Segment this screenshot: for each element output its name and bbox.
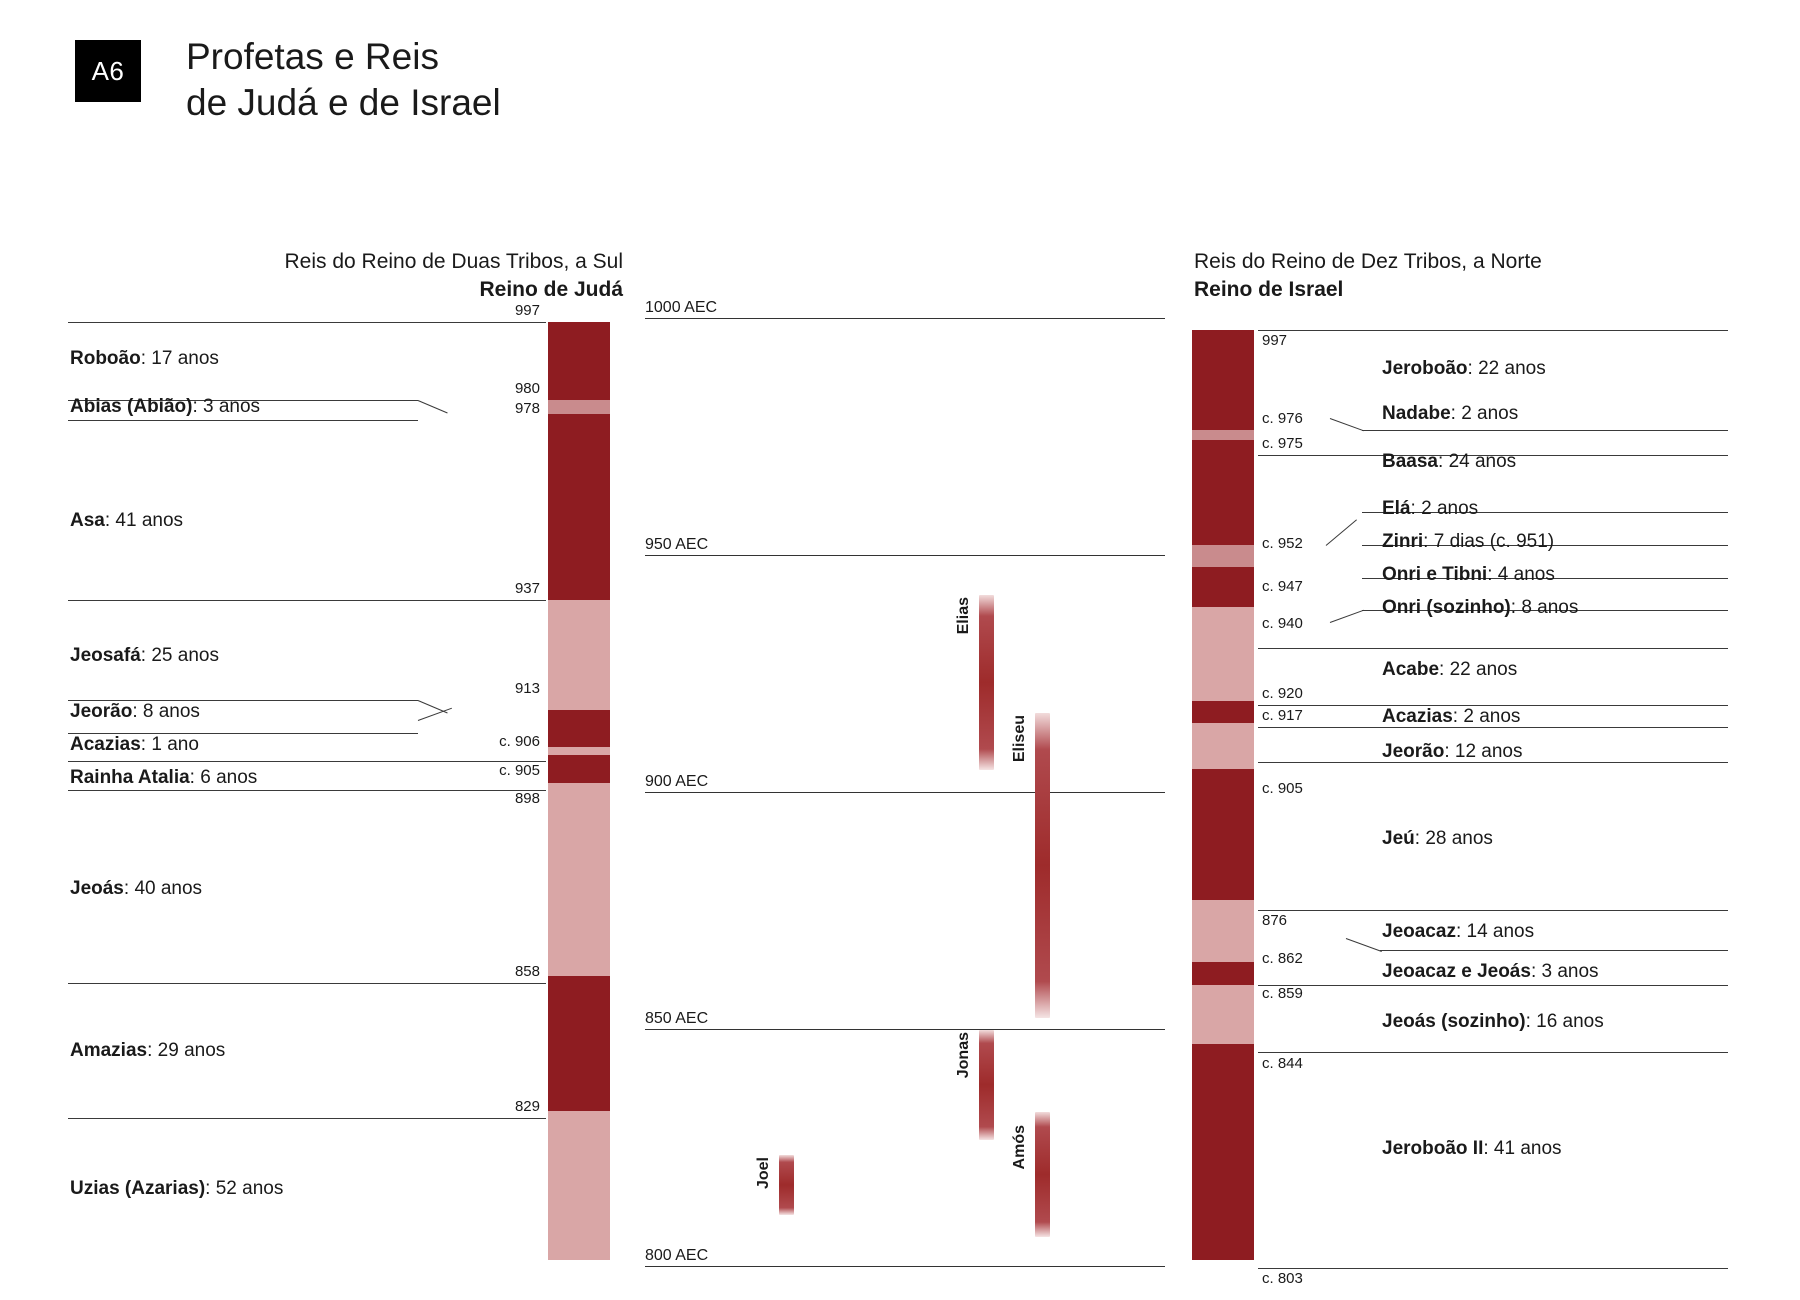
judah-king-roboao: Roboão: 17 anos	[70, 348, 219, 369]
israel-king-acabe-name: Acabe	[1382, 659, 1440, 680]
judah-king-acazias-reign: 1 ano	[151, 734, 199, 755]
israel-king-jeroboao-reign: 22 anos	[1478, 358, 1546, 379]
judah-king-atalia-reign: 6 anos	[200, 767, 258, 788]
scale-label-1000: 1000 AEC	[645, 299, 718, 316]
scale-line-850	[645, 1029, 1165, 1030]
prophet-bar-amos	[1035, 1112, 1050, 1237]
judah-king-roboao-name: Roboão	[70, 348, 141, 369]
israel-year-917: c. 917	[1262, 707, 1303, 724]
israel-king-onri-tibni-reign: 4 anos	[1497, 564, 1555, 585]
judah-king-asa-reign: 41 anos	[115, 510, 184, 531]
israel-rule-997	[1258, 330, 1728, 331]
israel-king-baasa-reign: 24 anos	[1448, 451, 1517, 472]
prophet-bar-jonas	[979, 1030, 994, 1140]
judah-segment-amazias	[548, 976, 610, 1111]
israel-king-nadabe-name: Nadabe	[1382, 403, 1451, 424]
judah-year-906: c. 906	[499, 733, 540, 750]
judah-king-abias: Abias (Abião): 3 anos	[70, 396, 261, 417]
page-header	[75, 36, 501, 127]
israel-rule-acabe	[1258, 648, 1728, 649]
israel-king-onri-tibni-name: Onri e Tibni	[1382, 564, 1488, 585]
north-column-heading	[1194, 250, 1754, 302]
israel-king-acabe: Acabe: 22 anos	[1382, 659, 1518, 680]
israel-king-onri: Onri (sozinho): 8 anos	[1382, 597, 1579, 618]
israel-segment-jeroboao	[1192, 330, 1254, 430]
judah-rule-829	[68, 1118, 546, 1119]
israel-connector-940	[1330, 610, 1364, 623]
israel-king-jeroboao-ii-reign: 41 anos	[1493, 1138, 1562, 1159]
judah-king-acazias: Acazias: 1 ano	[70, 734, 199, 755]
israel-king-nadabe-reign: 2 anos	[1461, 403, 1519, 424]
israel-segment-jeoacaz-jeoas	[1192, 962, 1254, 985]
israel-king-jeorao: Jeorão: 12 anos	[1382, 741, 1523, 762]
judah-king-jeosafa: Jeosafá: 25 anos	[70, 645, 219, 666]
israel-segment-jeorao	[1192, 723, 1254, 769]
israel-segment-jeu	[1192, 769, 1254, 900]
israel-king-baasa-name: Baasa	[1382, 451, 1438, 472]
judah-segment-jeorao-acazias	[548, 710, 610, 747]
judah-king-uzias-name: Uzias (Azarias)	[70, 1178, 206, 1199]
judah-segment-atalia	[548, 755, 610, 783]
israel-rule-803	[1258, 1268, 1728, 1269]
judah-king-atalia-name: Rainha Atalia	[70, 767, 190, 788]
israel-year-803: c. 803	[1262, 1270, 1303, 1287]
judah-rule-978-left	[68, 420, 418, 421]
israel-year-859: c. 859	[1262, 985, 1303, 1002]
israel-king-jeoas-reign: 16 anos	[1536, 1011, 1604, 1032]
judah-connector-980	[418, 400, 448, 413]
judah-king-jeoas-name: Jeoás	[70, 878, 124, 899]
israel-king-zinri-reign: 7 dias (c. 951)	[1433, 531, 1555, 552]
israel-king-jeoacaz-reign: 14 anos	[1466, 921, 1535, 942]
israel-king-acazias: Acazias: 2 anos	[1382, 706, 1521, 727]
israel-segment-baasa	[1192, 440, 1254, 545]
israel-king-jeoacaz-jeoas-reign: 3 anos	[1541, 961, 1599, 982]
prophet-label-elias: Elias	[955, 597, 972, 635]
israel-king-jeorao-name: Jeorão	[1382, 741, 1445, 762]
israel-king-zinri: Zinri: 7 dias (c. 951)	[1382, 531, 1555, 552]
judah-king-jeoas: Jeoás: 40 anos	[70, 878, 203, 899]
israel-king-ela-reign: 2 anos	[1421, 498, 1479, 519]
scale-label-950: 950 AEC	[645, 536, 709, 553]
judah-segment-jeosafa	[548, 600, 610, 710]
judah-year-937: 937	[514, 580, 540, 597]
judah-king-asa-name: Asa	[70, 510, 105, 531]
israel-year-862: c. 862	[1262, 950, 1303, 967]
prophet-label-joel: Joel	[755, 1157, 772, 1190]
israel-king-ela: Elá: 2 anos	[1382, 498, 1479, 519]
prophet-label-eliseu: Eliseu	[1011, 715, 1028, 763]
judah-segment-uzias	[548, 1111, 610, 1260]
israel-rule-976	[1362, 430, 1728, 431]
israel-king-ela-name: Elá	[1382, 498, 1411, 519]
south-subtitle: Reis do Reino de Duas Tribos, a Sul	[284, 250, 623, 273]
prophet-label-amos: Amós	[1011, 1125, 1028, 1170]
judah-king-uzias-reign: 52 anos	[215, 1178, 284, 1199]
israel-rule-859	[1258, 985, 1728, 986]
israel-year-876: 876	[1262, 912, 1288, 929]
south-column-heading	[178, 250, 623, 302]
judah-year-829: 829	[514, 1098, 540, 1115]
israel-connector-862	[1346, 938, 1382, 952]
judah-king-jeosafa-reign: 25 anos	[151, 645, 219, 666]
judah-king-roboao-reign: 17 anos	[151, 348, 219, 369]
judah-year-858: 858	[514, 963, 540, 980]
israel-king-jeoas-name: Jeoás (sozinho)	[1382, 1011, 1526, 1032]
israel-segment-jeoas	[1192, 985, 1254, 1044]
judah-reign-strip	[548, 322, 610, 1260]
israel-king-jeroboao-name: Jeroboão	[1382, 358, 1468, 379]
israel-year-844: c. 844	[1262, 1055, 1303, 1072]
prophet-label-jonas: Jonas	[955, 1032, 972, 1079]
prophet-bar-joel	[779, 1155, 794, 1215]
prophet-bar-elias	[979, 595, 994, 770]
israel-king-nadabe: Nadabe: 2 anos	[1382, 403, 1519, 424]
israel-king-jeoacaz: Jeoacaz: 14 anos	[1382, 921, 1535, 942]
judah-year-980: 980	[514, 380, 540, 397]
israel-rule-876	[1258, 910, 1728, 911]
israel-segment-jeroboao-ii	[1192, 1044, 1254, 1260]
judah-year-978: 978	[514, 400, 540, 417]
judah-king-abias-name: Abias (Abião)	[70, 396, 193, 417]
scale-line-800	[645, 1266, 1165, 1267]
prophet-bar-eliseu	[1035, 713, 1050, 1018]
israel-king-acabe-reign: 22 anos	[1449, 659, 1518, 680]
page-title-line2: de Judá e de Israel	[186, 82, 501, 124]
judah-king-jeoas-reign: 40 anos	[134, 878, 203, 899]
judah-rule-997	[68, 322, 546, 323]
israel-king-jeroboao-ii: Jeroboão II: 41 anos	[1382, 1138, 1562, 1159]
israel-king-acazias-name: Acazias	[1382, 706, 1453, 727]
judah-king-amazias: Amazias: 29 anos	[70, 1040, 226, 1061]
israel-rule-862	[1380, 950, 1728, 951]
judah-king-jeosafa-name: Jeosafá	[70, 645, 141, 666]
judah-connector-906	[418, 708, 452, 721]
judah-segment-abias	[548, 400, 610, 414]
judah-king-jeorao: Jeorão: 8 anos	[70, 701, 200, 722]
israel-segment-jeoacaz	[1192, 900, 1254, 962]
israel-year-975: c. 975	[1262, 435, 1303, 452]
israel-king-jeorao-reign: 12 anos	[1454, 741, 1523, 762]
israel-rule-844	[1258, 1052, 1728, 1053]
judah-year-913: 913	[514, 680, 540, 697]
judah-year-905: c. 905	[499, 762, 540, 779]
page-title-line1: Profetas e Reis	[186, 36, 439, 77]
israel-king-onri-name: Onri (sozinho)	[1382, 597, 1511, 618]
israel-year-947: c. 947	[1262, 578, 1303, 595]
israel-connector-976	[1330, 418, 1364, 431]
judah-king-jeorao-name: Jeorão	[70, 701, 133, 722]
israel-king-jeu: Jeú: 28 anos	[1382, 828, 1493, 849]
timeline-scale	[645, 299, 1165, 1268]
scale-label-900: 900 AEC	[645, 773, 709, 790]
israel-king-jeoacaz-jeoas-name: Jeoacaz e Jeoás	[1382, 961, 1531, 982]
israel-year-920: c. 920	[1262, 685, 1303, 702]
judah-year-997: 997	[514, 302, 540, 319]
israel-reign-strip	[1192, 330, 1254, 1260]
israel-segment-onri-tibni	[1192, 567, 1254, 607]
north-subtitle: Reis do Reino de Dez Tribos, a Norte	[1194, 250, 1542, 273]
israel-king-jeroboao-ii-name: Jeroboão II	[1382, 1138, 1484, 1159]
judah-segment-roboao	[548, 322, 610, 400]
israel-year-940: c. 940	[1262, 615, 1303, 632]
israel-king-jeroboao: Jeroboão: 22 anos	[1382, 358, 1546, 379]
judah-king-amazias-reign: 29 anos	[157, 1040, 226, 1061]
israel-segment-acazias	[1192, 701, 1254, 723]
judah-year-898: 898	[514, 790, 540, 807]
judah-king-abias-reign: 3 anos	[203, 396, 261, 417]
section-badge: A6	[75, 40, 141, 102]
scale-line-1000	[645, 318, 1165, 319]
israel-king-jeoacaz-name: Jeoacaz	[1382, 921, 1456, 942]
israel-king-onri-reign: 8 anos	[1521, 597, 1579, 618]
judah-king-asa: Asa: 41 anos	[70, 510, 184, 531]
israel-year-905: c. 905	[1262, 780, 1303, 797]
israel-year-952: c. 952	[1262, 535, 1303, 552]
israel-connector-952	[1326, 519, 1357, 545]
judah-king-acazias-name: Acazias	[70, 734, 141, 755]
scale-label-800: 800 AEC	[645, 1247, 709, 1264]
israel-segment-nadabe	[1192, 430, 1254, 440]
judah-segment-jeoas	[548, 783, 610, 976]
israel-king-jeoas: Jeoás (sozinho): 16 anos	[1382, 1011, 1604, 1032]
judah-segment-asa	[548, 414, 610, 600]
judah-king-atalia: Rainha Atalia: 6 anos	[70, 767, 258, 788]
israel-segment-acabe	[1192, 607, 1254, 701]
israel-king-jeoacaz-jeoas: Jeoacaz e Jeoás: 3 anos	[1382, 961, 1599, 982]
judah-king-amazias-name: Amazias	[70, 1040, 148, 1061]
scale-line-900	[645, 792, 1165, 793]
israel-king-jeu-reign: 28 anos	[1425, 828, 1493, 849]
israel-king-zinri-name: Zinri	[1382, 531, 1424, 552]
south-title: Reino de Judá	[479, 278, 623, 301]
north-title: Reino de Israel	[1194, 278, 1344, 301]
judah-segment-divider	[548, 747, 610, 755]
scale-label-850: 850 AEC	[645, 1010, 709, 1027]
page-title	[186, 34, 501, 127]
israel-king-jeu-name: Jeú	[1382, 828, 1415, 849]
israel-segment-ela-zinri	[1192, 545, 1254, 567]
scale-line-950	[645, 555, 1165, 556]
israel-year-997: 997	[1262, 332, 1288, 349]
israel-king-onri-tibni: Onri e Tibni: 4 anos	[1382, 564, 1555, 585]
judah-king-uzias: Uzias (Azarias): 52 anos	[70, 1178, 284, 1199]
judah-rule-937	[68, 600, 546, 601]
israel-king-acazias-reign: 2 anos	[1463, 706, 1521, 727]
israel-king-baasa: Baasa: 24 anos	[1382, 451, 1517, 472]
judah-rule-858	[68, 983, 546, 984]
judah-king-jeorao-reign: 8 anos	[142, 701, 200, 722]
israel-year-976: c. 976	[1262, 410, 1303, 427]
